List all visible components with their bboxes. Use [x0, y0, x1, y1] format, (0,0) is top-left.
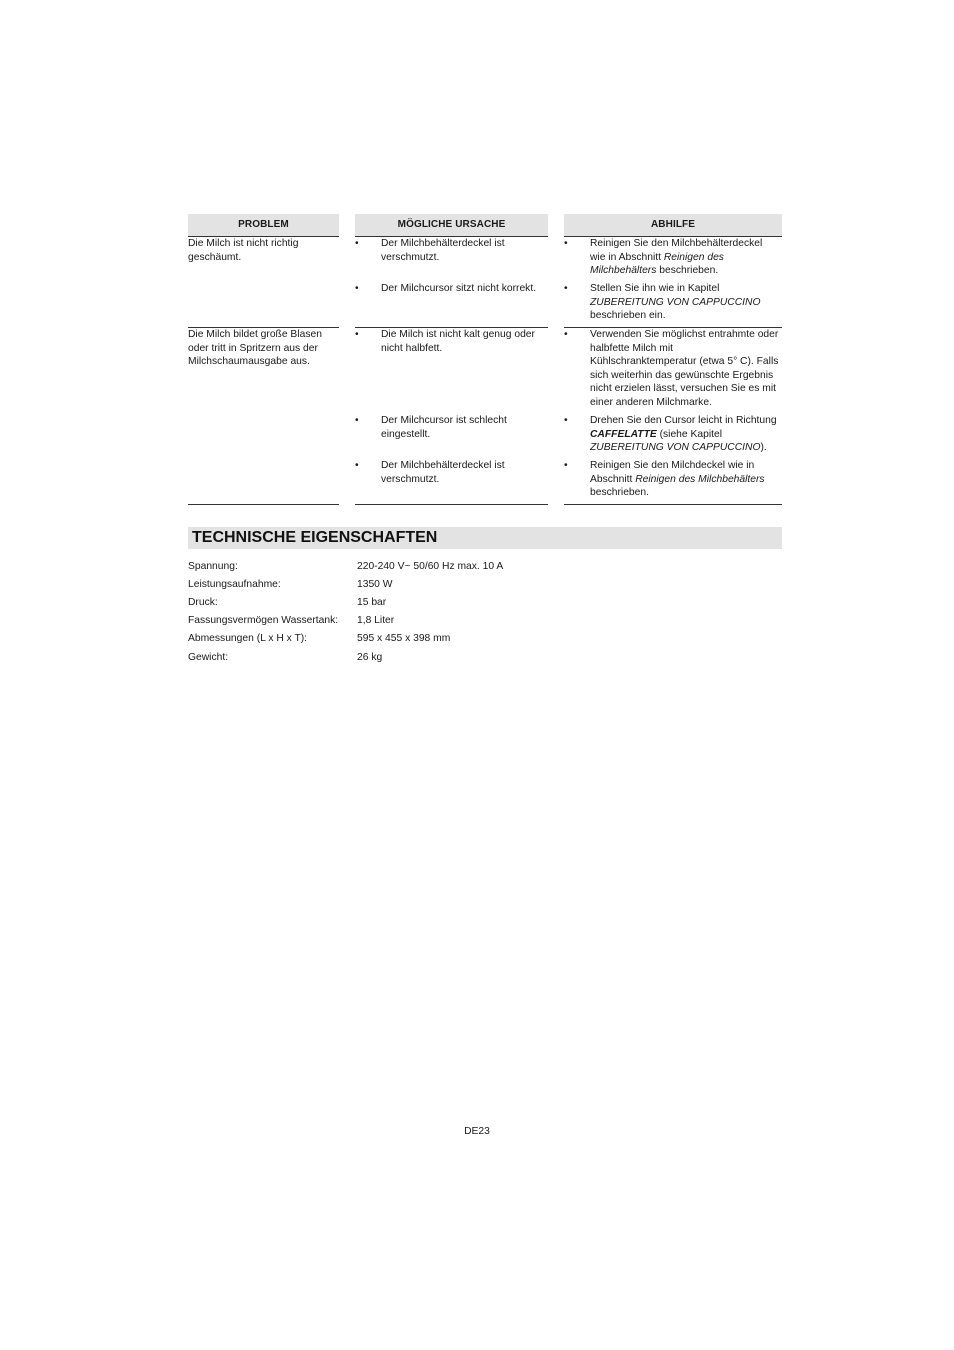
cause-cell: Der Milchcursor sitzt nicht korrekt.	[381, 283, 537, 294]
spec-value: 15 bar	[357, 597, 387, 608]
spec-value: 595 x 455 x 398 mm	[357, 633, 451, 644]
bullet: •	[355, 329, 359, 340]
remedy-text: Stellen Sie ihn wie in Kapitel	[590, 283, 720, 294]
remedy-cell	[590, 237, 780, 278]
bullet: •	[355, 238, 359, 249]
remedy-text: Reinigen Sie den Milchbehälterdeckel wie in Abschnitt	[590, 238, 763, 263]
spec-label: Fassungsvermögen Wassertank:	[188, 615, 339, 626]
remedy-cell: Verwenden Sie möglichst entrahmte oder halbfette Milch mit Kühlschranktemperatur (etwa 5° C). Falls sich weiterhin das gewünschte Ergebnis nicht erzielen lässt, versuchen Sie es mit einer anderen Milchmarke.	[590, 329, 779, 408]
remedy-text: beschrieben.	[590, 487, 649, 498]
spec-label: Abmessungen (L x H x T):	[188, 633, 308, 644]
remedy-text: beschrieben.	[656, 265, 719, 276]
bullet: •	[564, 415, 568, 426]
remedy-reference: Reinigen des Milchbehälters	[635, 473, 765, 485]
remedy-reference: Reinigen des Milchbehälters	[590, 251, 724, 276]
remedy-reference: ZUBEREITUNG VON CAPPUCCINO	[590, 296, 761, 308]
header-problem: PROBLEM	[188, 214, 339, 237]
remedy-text: Drehen Sie den Cursor leicht in Richtung	[590, 415, 777, 426]
table-bottom-rule	[355, 504, 548, 505]
remedy-text: (siehe Kapitel	[656, 428, 722, 440]
header-cause: MÖGLICHE URSACHE	[355, 214, 548, 237]
cause-cell: Der Milchcursor ist schlecht eingestellt.	[381, 415, 507, 440]
problem-cell: Die Milch ist nicht richtig geschäumt.	[188, 238, 299, 263]
bullet: •	[564, 238, 568, 249]
cause-cell: Der Milchbehälterdeckel ist verschmutzt.	[381, 460, 505, 485]
cause-cell: Die Milch ist nicht kalt genug oder nicht halbfett.	[381, 329, 535, 354]
bullet: •	[564, 460, 568, 471]
bullet: •	[355, 283, 359, 294]
remedy-text: beschrieben ein.	[590, 310, 666, 321]
table-bottom-rule	[188, 504, 339, 505]
table-bottom-rule	[564, 504, 782, 505]
header-remedy: ABHILFE	[564, 214, 782, 237]
spec-value: 1,8 Liter	[357, 615, 395, 626]
spec-value: 26 kg	[357, 652, 383, 663]
remedy-cell	[590, 414, 780, 455]
spec-label: Gewicht:	[188, 652, 229, 663]
cause-cell: Der Milchbehälterdeckel ist verschmutzt.	[381, 238, 505, 263]
spec-label: Druck:	[188, 597, 218, 608]
remedy-cell	[590, 282, 780, 323]
bullet: •	[355, 460, 359, 471]
spec-value: 1350 W	[357, 579, 393, 590]
section-title: TECHNISCHE EIGENSCHAFTEN	[192, 529, 438, 546]
problem-cell: Die Milch bildet große Blasen oder tritt in Spritzern aus der Milchschaumausgabe aus.	[188, 329, 322, 367]
remedy-text: ).	[760, 442, 767, 453]
bullet: •	[564, 283, 568, 294]
section-heading-bar	[188, 527, 782, 549]
spec-label: Spannung:	[188, 561, 238, 572]
bullet: •	[355, 415, 359, 426]
remedy-setting: CAFFELATTE	[590, 428, 657, 440]
page-number: DE23	[464, 1126, 490, 1137]
bullet: •	[564, 329, 568, 340]
spec-label: Leistungsaufnahme:	[188, 579, 281, 590]
spec-value: 220-240 V~ 50/60 Hz max. 10 A	[357, 561, 504, 572]
remedy-cell	[590, 459, 780, 500]
remedy-reference: ZUBEREITUNG VON CAPPUCCINO	[590, 442, 761, 453]
remedy-text: Reinigen Sie den Milchdeckel wie in Abschnitt	[590, 460, 755, 485]
